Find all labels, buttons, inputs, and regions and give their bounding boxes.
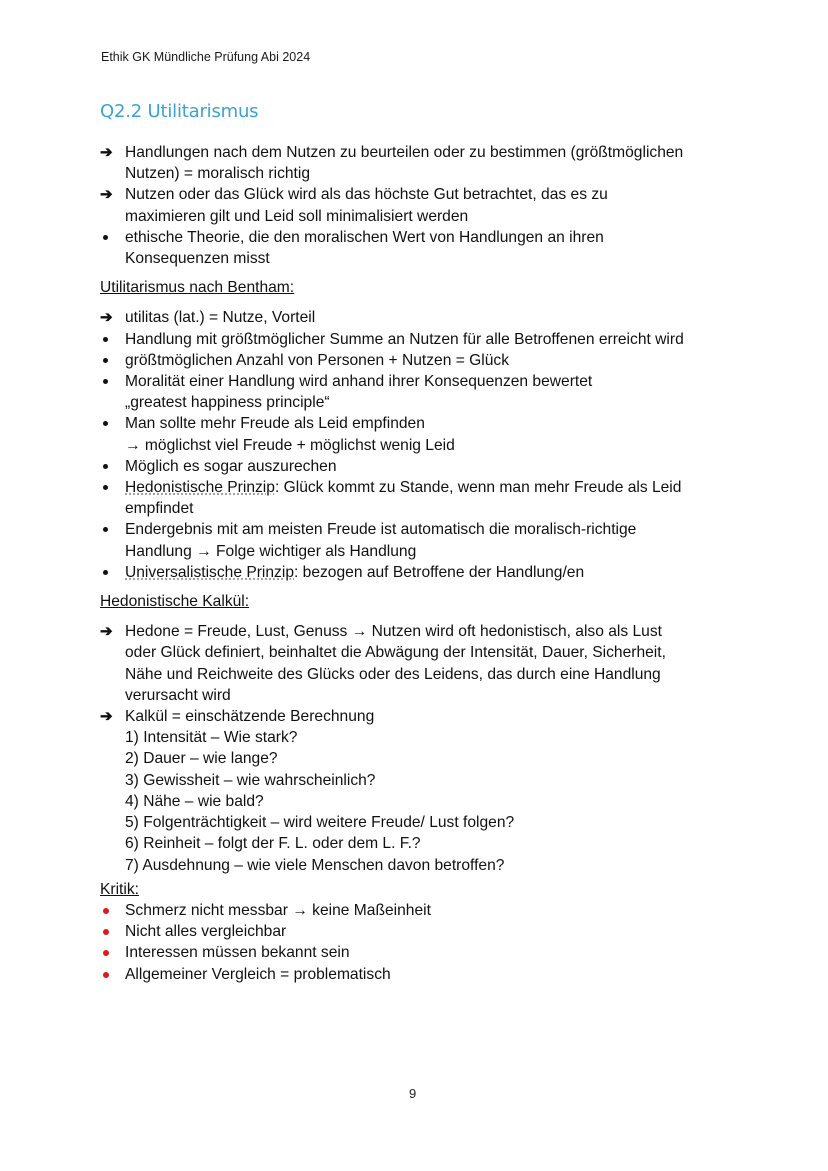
item-text: Handlung → Folge wichtiger als Handlung [125, 542, 417, 560]
kalkuel-heading: Hedonistische Kalkül: [100, 593, 250, 611]
content [100, 142, 740, 985]
item-text: Man sollte mehr Freude als Leid empfinden [125, 415, 425, 433]
criterion: 2) Dauer – wie lange? [125, 750, 278, 768]
item-text: : Glück kommt zu Stande, wenn man mehr Freude als Leid [274, 479, 682, 497]
list-item [100, 706, 740, 727]
item-text: größtmöglichen Anzahl von Personen + Nutzen = Glück [125, 351, 509, 369]
list-item [100, 184, 740, 226]
arrow-bullet-icon: ➔ [100, 309, 113, 327]
item-text: Möglich es sogar auszurechen [125, 457, 337, 475]
list-item [100, 413, 740, 455]
item-text: Hedone = Freude, Lust, Genuss → Nutzen wird oft hedonistisch, also als Lust [125, 623, 662, 641]
list-item [100, 227, 740, 269]
item-text: Schmerz nicht messbar → keine Maßeinheit [125, 901, 431, 919]
item-text: Endergebnis mit am meisten Freude ist automatisch die moralisch-richtige [125, 521, 637, 539]
criterion: 5) Folgenträchtigkeit – wird weitere Freude/ Lust folgen? [125, 814, 515, 832]
kritik-heading: Kritik: [100, 880, 139, 898]
item-text: Allgemeiner Vergleich = problematisch [125, 965, 391, 983]
list-item [100, 142, 740, 184]
item-text: Handlung mit größtmöglicher Summe an Nutzen für alle Betroffenen erreicht wird [125, 330, 684, 348]
item-text [125, 562, 740, 583]
term-universalistic-principle: Universalistische Prinzip [125, 563, 294, 581]
list-item [100, 307, 740, 328]
kritik-list [100, 900, 740, 985]
criterion: 1) Intensität – Wie stark? [125, 729, 298, 747]
kalkuel-list [100, 621, 740, 875]
list-item [100, 942, 740, 963]
criterion: 6) Reinheit – folgt der F. L. oder dem L. F.? [125, 835, 421, 853]
item-text: Konsequenzen misst [125, 250, 270, 268]
item-text: : bezogen auf Betroffene der Handlung/en [294, 563, 585, 581]
item-text: Handlungen nach dem Nutzen zu beurteilen oder zu bestimmen (größtmöglichen [125, 144, 684, 161]
list-item [100, 456, 740, 477]
item-text: Kalkül = einschätzende Berechnung [125, 708, 375, 726]
item-text: „greatest happiness principle“ [125, 394, 330, 412]
item-text: → möglichst viel Freude + möglichst wenig Leid [125, 436, 455, 454]
item-text: Nutzen) = moralisch richtig [125, 165, 311, 183]
item-text: Nicht alles vergleichbar [125, 923, 287, 941]
item-text: ethische Theorie, die den moralischen Wert von Handlungen an ihren [125, 228, 604, 246]
criterion: 4) Nähe – wie bald? [125, 792, 264, 810]
list-item [100, 350, 740, 371]
section-title: Q2.2 Utilitarismus [100, 101, 259, 122]
criterion: 7) Ausdehnung – wie viele Menschen davon betroffen? [125, 856, 505, 874]
bentham-list [100, 307, 740, 583]
item-text: verursacht wird [125, 686, 231, 704]
bentham-heading: Utilitarismus nach Bentham: [100, 279, 295, 297]
arrow-bullet-icon: ➔ [100, 144, 113, 161]
list-item [100, 519, 740, 561]
item-text [125, 477, 740, 498]
item-text: utilitas (lat.) = Nutze, Vorteil [125, 309, 316, 327]
item-text: Interessen müssen bekannt sein [125, 944, 350, 962]
criterion: 3) Gewissheit – wie wahrscheinlich? [125, 771, 376, 789]
item-text: oder Glück definiert, beinhaltet die Abwägung der Intensität, Dauer, Sicherheit, [125, 644, 666, 662]
page-number: 9 [409, 1086, 417, 1101]
list-item [100, 900, 740, 921]
item-text: empfindet [125, 500, 194, 518]
intro-list [100, 142, 740, 269]
item-text: Nähe und Reichweite des Glücks oder des Leidens, das durch eine Handlung [125, 665, 661, 683]
arrow-bullet-icon: ➔ [100, 623, 113, 641]
list-item [100, 562, 740, 583]
list-item [100, 621, 740, 706]
arrow-bullet-icon: ➔ [100, 708, 113, 726]
item-text: maximieren gilt und Leid soll minimalisiert werden [125, 207, 469, 225]
item-text: Moralität einer Handlung wird anhand ihrer Konsequenzen bewertet [125, 373, 593, 391]
item-text: Nutzen oder das Glück wird als das höchste Gut betrachtet, das es zu [125, 186, 608, 204]
list-item [100, 477, 740, 519]
list-item [100, 964, 740, 985]
term-hedonistic-principle: Hedonistische Prinzip [125, 479, 275, 497]
list-item [100, 371, 740, 413]
criteria-list [100, 727, 740, 875]
list-item [100, 329, 740, 350]
list-item [100, 921, 740, 942]
running-header: Ethik GK Mündliche Prüfung Abi 2024 [101, 50, 311, 64]
arrow-bullet-icon: ➔ [100, 186, 113, 204]
